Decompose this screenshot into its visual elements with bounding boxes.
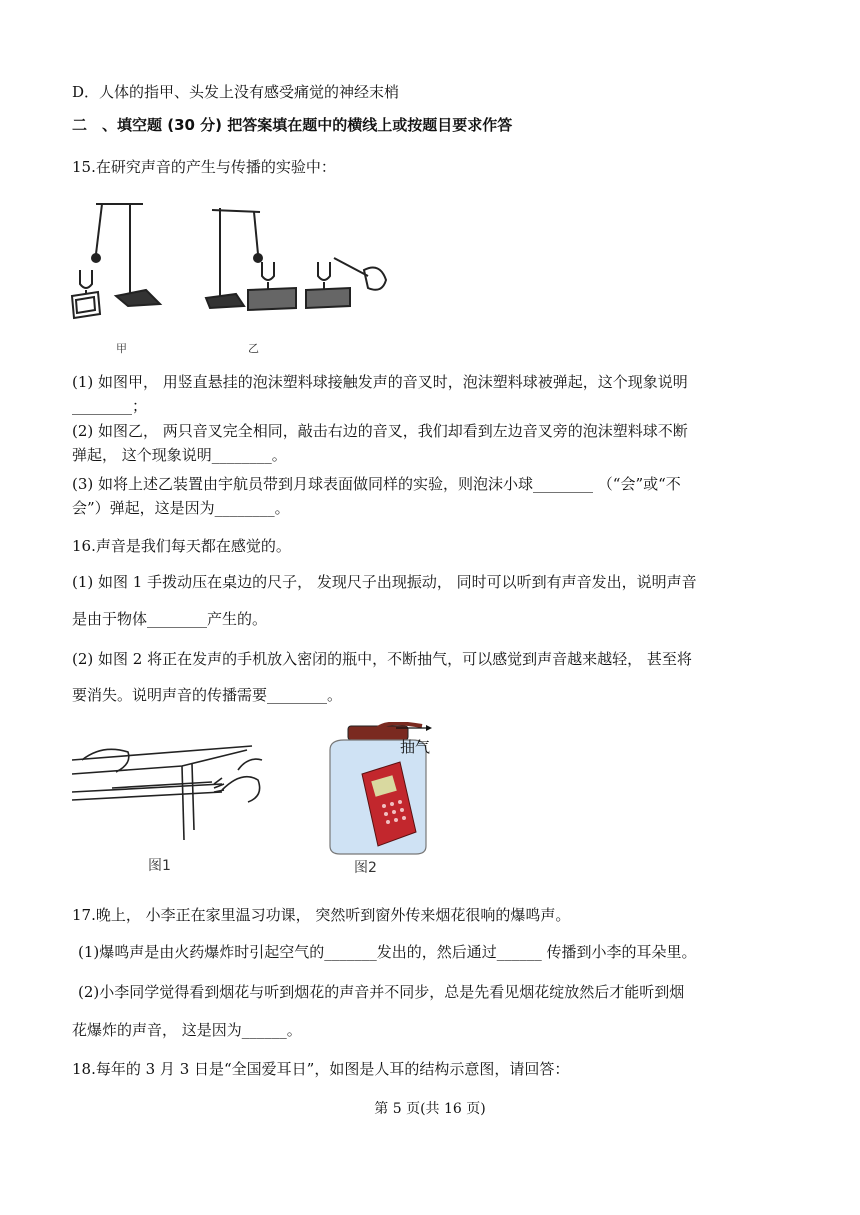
label-jia: 甲 [116, 342, 127, 355]
q15-part2-line2: 弹起， 这个现象说明________。 [72, 446, 287, 464]
tuning-fork-figure [68, 192, 398, 362]
question-16: 16.声音是我们每天都在感觉的。 [72, 537, 291, 555]
q16-part1-line2: 是由于物体________产生的。 [72, 610, 268, 628]
q15-part1-line2: ________； [72, 397, 148, 415]
caption-fig2: 图2 [354, 860, 377, 876]
option-d: D．人体的指甲、头发上没有感受痛觉的神经末梢 [72, 83, 400, 101]
ruler-figure [72, 730, 272, 880]
q17-part2-line2: 花爆炸的声音， 这是因为______。 [72, 1021, 302, 1039]
jar-figure [326, 722, 446, 880]
q15-part1-line1: (1) 如图甲， 用竖直悬挂的泡沫塑料球接触发声的音叉时，泡沫塑料球被弹起，这个现象说明 [72, 373, 688, 391]
q15-part3-line1: (3) 如将上述乙装置由宇航员带到月球表面做同样的实验，则泡沫小球________ （“会”或“不 [72, 475, 681, 493]
jar-drawing [326, 722, 446, 880]
question-18: 18.每年的 3 月 3 日是“全国爱耳日”，如图是人耳的结构示意图，请回答： [72, 1060, 570, 1078]
q15-part3-line2: 会”）弹起，这是因为________。 [72, 499, 290, 517]
section-heading: 二 、填空题 (30 分) 把答案填在题中的横线上或按题目要求作答 [72, 116, 513, 134]
q17-part1: (1)爆鸣声是由火药爆炸时引起空气的_______发出的，然后通过______ 传播到小李的耳朵里。 [78, 943, 697, 961]
q16-part2-line2: 要消失。说明声音的传播需要________。 [72, 686, 343, 704]
q17-part2-line1: (2)小李同学觉得看到烟花与听到烟花的声音并不同步，总是先看见烟花绽放然后才能听到烟 [78, 983, 685, 1001]
q15-part2-line1: (2) 如图乙， 两只音叉完全相同，敲击右边的音叉，我们却看到左边音叉旁的泡沫塑料球不断 [72, 422, 688, 440]
tuning-fork-drawing [68, 192, 398, 362]
q16-part1-line1: (1) 如图 1 手拨动压在桌边的尺子， 发现尺子出现振动， 同时可以听到有声音发出，说明声音 [72, 573, 697, 591]
caption-fig1: 图1 [148, 858, 171, 874]
label-pump-air: 抽气 [400, 738, 431, 756]
q16-part2-line1: (2) 如图 2 将正在发声的手机放入密闭的瓶中，不断抽气，可以感觉到声音越来越轻， 甚至将 [72, 650, 692, 668]
label-yi: 乙 [248, 342, 259, 355]
ruler-drawing [72, 730, 272, 880]
page-footer: 第 5 页(共 16 页) [374, 1101, 486, 1117]
question-15: 15.在研究声音的产生与传播的实验中： [72, 158, 336, 176]
question-17: 17.晚上， 小李正在家里温习功课， 突然听到窗外传来烟花很响的爆鸣声。 [72, 906, 571, 924]
